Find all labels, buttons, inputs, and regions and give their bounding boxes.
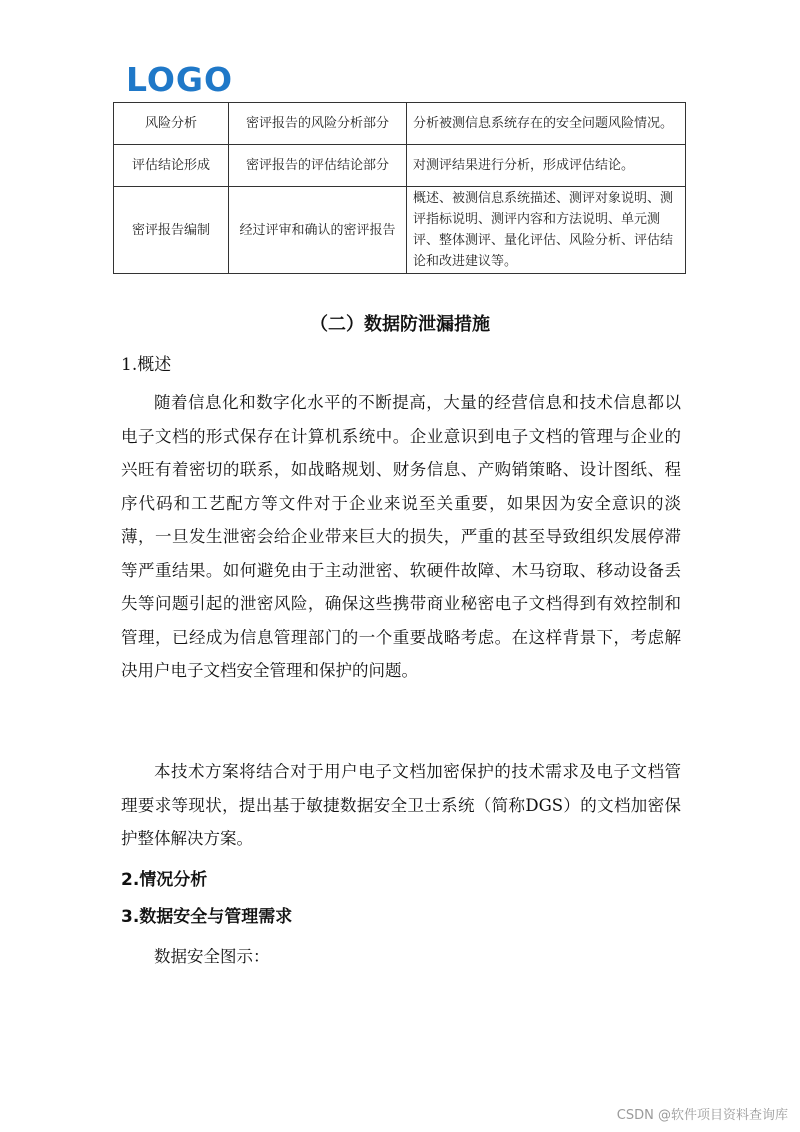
security-figure-caption: 数据安全图示： (154, 947, 270, 966)
table-cell-step: 评估结论形成 (114, 145, 229, 187)
overview-paragraph: 随着信息化和数字化水平的不断提高，大量的经营信息和技术信息都以电子文档的形式保存在计算机系统中。企业意识到电子文档的管理与企业的兴旺有着密切的联系，如战略规划、财务信息、产购销策略、设计图纸、程序代码和工艺配方等文件对于企业来说至关重要，如果因为安全意识的淡薄，一旦发生泄密会给企业带来巨大的损失，严重的甚至导致组织发展停滞等严重结果。如何避免由于主动泄密、软硬件故障、木马窃取、移动设备丢失等问题引起的泄密风险，确保这些携带商业秘密电子文档得到有效控制和管理，已经成为信息管理部门的一个重要战略考虑。在这样背景下，考虑解决用户电子文档安全管理和保护的问题。 (121, 393, 681, 680)
table-cell-desc: 概述、被测信息系统描述、测评对象说明、测评指标说明、测评内容和方法说明、单元测评、整体测评、量化评估、风险分析、评估结论和改进建议等。 (407, 187, 686, 274)
assessment-table (113, 102, 686, 274)
watermark: CSDN @软件项目资料查询库 (616, 1108, 788, 1123)
overview-heading: 1.概述 (121, 355, 172, 375)
table-cell-desc: 分析被测信息系统存在的安全问题风险情况。 (407, 103, 686, 145)
table-row (114, 145, 686, 187)
table-cell-output: 密评报告的评估结论部分 (229, 145, 407, 187)
table-cell-step: 密评报告编制 (114, 187, 229, 274)
table-cell-step: 风险分析 (114, 103, 229, 145)
table-row (114, 187, 686, 274)
section-title: （二）数据防泄漏措施 (310, 314, 490, 335)
table-cell-output: 经过评审和确认的密评报告 (229, 187, 407, 274)
table-row (114, 103, 686, 145)
situation-heading: 2.情况分析 (121, 870, 208, 890)
table-cell-desc: 对测评结果进行分析，形成评估结论。 (407, 145, 686, 187)
overview-paragraph: 本技术方案将结合对于用户电子文档加密保护的技术需求及电子文档管理要求等现状，提出基于敏捷数据安全卫士系统（简称DGS）的文档加密保护整体解决方案。 (121, 762, 681, 848)
table-cell-output: 密评报告的风险分析部分 (229, 103, 407, 145)
requirements-heading: 3.数据安全与管理需求 (121, 907, 293, 927)
logo: LOGO (126, 60, 234, 99)
